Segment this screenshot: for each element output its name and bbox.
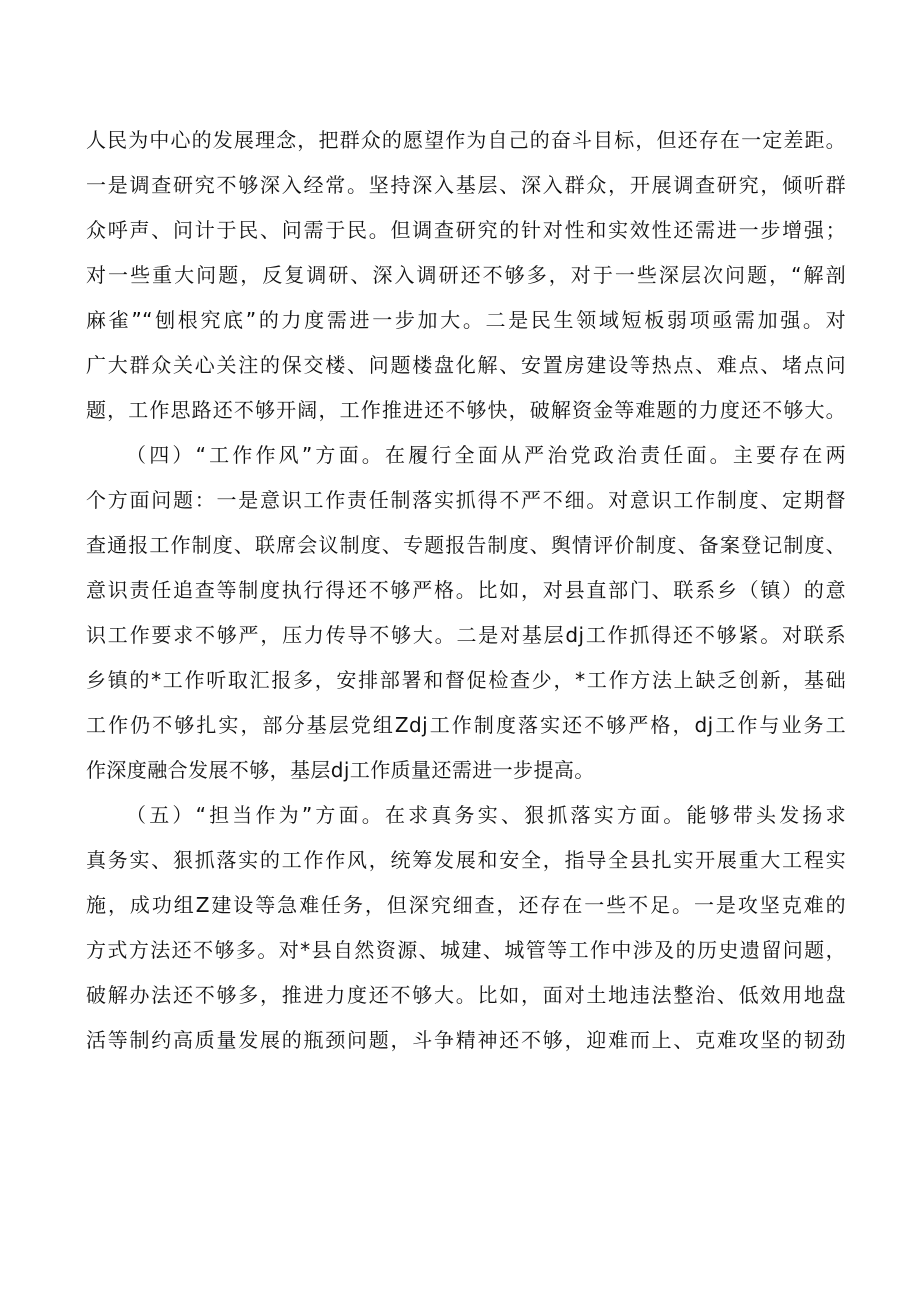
text-line: 对一些重大问题，反复调研、深入调研还不够多，对于一些深层次问题，“解剖 (86, 263, 846, 287)
text-line: 麻雀”“刨根究底”的力度需进一步加大。二是民生领域短板弱项亟需加强。对 (86, 308, 846, 332)
text-line: 方式方法还不够多。对*县自然资源、城建、城管等工作中涉及的历史遗留问题， (86, 938, 846, 962)
text-line: 查通报工作制度、联席会议制度、专题报告制度、舆情评价制度、备案登记制度、 (86, 533, 846, 557)
paragraph-3 (86, 793, 846, 1063)
paragraph-2 (86, 433, 846, 793)
text-line: 人民为中心的发展理念，把群众的愿望作为自己的奋斗目标，但还存在一定差距。 (86, 128, 846, 152)
paragraph-1 (86, 118, 846, 433)
text-line: 意识责任追查等制度执行得还不够严格。比如，对县直部门、联系乡（镇）的意 (86, 578, 846, 602)
text-line: 广大群众关心关注的保交楼、问题楼盘化解、安置房建设等热点、难点、堵点问 (86, 353, 846, 377)
text-line: 活等制约高质量发展的瓶颈问题，斗争精神还不够，迎难而上、克难攻坚的韧劲 (86, 1028, 846, 1052)
text-line: 作深度融合发展不够，基层dj工作质量还需进一步提高。 (86, 758, 595, 782)
text-line: （四）“工作作风”方面。在履行全面从严治党政治责任面。主要存在两 (126, 443, 846, 467)
text-line: 真务实、狠抓落实的工作作风，统筹发展和安全，指导全县扎实开展重大工程实 (86, 848, 846, 872)
text-line: 工作仍不够扎实，部分基层党组Zdj工作制度落实还不够严格，dj工作与业务工 (86, 713, 846, 737)
text-line: 识工作要求不够严，压力传导不够大。二是对基层dj工作抓得还不够紧。对联系 (86, 623, 846, 647)
text-line: 题，工作思路还不够开阔，工作推进还不够快，破解资金等难题的力度还不够大。 (86, 398, 846, 422)
text-line: 施，成功组Z建设等急难任务，但深究细查，还存在一些不足。一是攻坚克难的 (86, 893, 846, 917)
text-line: 一是调查研究不够深入经常。坚持深入基层、深入群众，开展调查研究，倾听群 (86, 173, 846, 197)
text-line: 众呼声、问计于民、问需于民。但调查研究的针对性和实效性还需进一步增强； (86, 218, 846, 242)
text-line: 个方面问题：一是意识工作责任制落实抓得不严不细。对意识工作制度、定期督 (86, 488, 846, 512)
text-line: （五）“担当作为”方面。在求真务实、狠抓落实方面。能够带头发扬求 (126, 803, 846, 827)
text-line: 乡镇的*工作听取汇报多，安排部署和督促检查少，*工作方法上缺乏创新，基础 (86, 668, 846, 692)
text-line: 破解办法还不够多，推进力度还不够大。比如，面对土地违法整治、低效用地盘 (86, 983, 846, 1007)
document-body (86, 118, 846, 1063)
